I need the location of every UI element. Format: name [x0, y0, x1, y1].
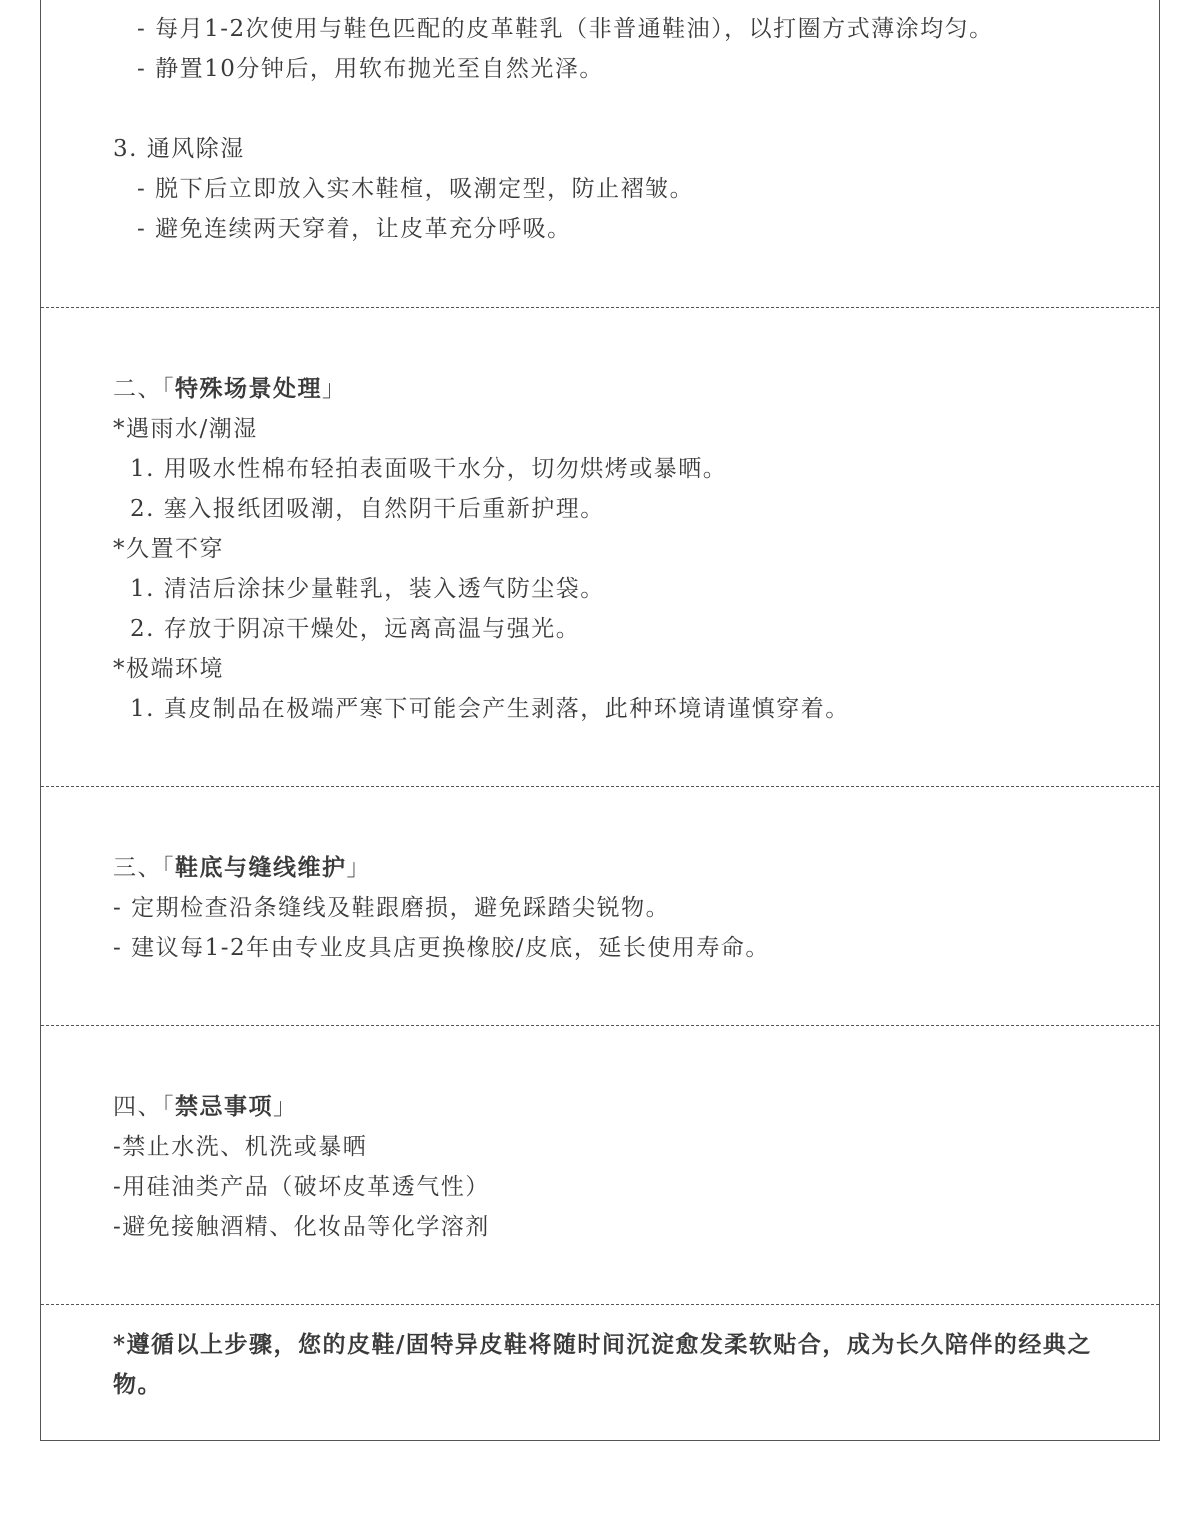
closing-note: *遵循以上步骤，您的皮鞋/固特异皮鞋将随时间沉淀愈发柔软贴合，成为长久陪伴的经典之物。 — [113, 1331, 1092, 1398]
list-item: 2. 存放于阴凉干燥处，远离高温与强光。 — [130, 616, 581, 642]
list-item: - 脱下后立即放入实木鞋楦，吸潮定型，防止褶皱。 — [137, 176, 695, 202]
heading-prefix: 二、 — [113, 376, 162, 402]
section-heading — [113, 1087, 298, 1127]
list-item: 2. 塞入报纸团吸潮，自然阴干后重新护理。 — [130, 496, 605, 522]
section-divider — [41, 1025, 1159, 1026]
heading-title: 特殊场景处理 — [175, 375, 322, 402]
list-item: - 静置10分钟后，用软布抛光至自然光泽。 — [137, 56, 604, 82]
section-heading — [113, 848, 371, 888]
list-item: - 避免连续两天穿着，让皮革充分呼吸。 — [137, 216, 572, 242]
heading-title: 禁忌事项 — [175, 1093, 273, 1120]
list-item: 1. 清洁后涂抹少量鞋乳，装入透气防尘袋。 — [130, 576, 605, 602]
subsection-title-partial — [113, 0, 229, 4]
list-item: - 建议每1-2年由专业皮具店更换橡胶/皮底，延长使用寿命。 — [113, 935, 770, 961]
section-divider — [41, 1304, 1159, 1305]
section-heading — [113, 369, 347, 409]
list-item: 1. 用吸水性棉布轻拍表面吸干水分，切勿烘烤或暴晒。 — [130, 456, 728, 482]
heading-open-bracket: 「 — [162, 376, 175, 402]
heading-prefix: 三、 — [113, 855, 162, 881]
list-item: 1. 真皮制品在极端严寒下可能会产生剥落，此种环境请谨慎穿着。 — [130, 696, 850, 722]
heading-open-bracket: 「 — [162, 855, 175, 881]
heading-close-bracket: 」 — [273, 1094, 298, 1120]
group-label: *极端环境 — [113, 656, 224, 682]
care-guide-card — [40, 0, 1160, 1441]
list-item: -避免接触酒精、化妆品等化学溶剂 — [113, 1214, 490, 1240]
section-divider — [41, 786, 1159, 787]
group-label: *久置不穿 — [113, 536, 224, 562]
heading-title: 鞋底与缝线维护 — [175, 854, 347, 881]
list-item: -用硅油类产品（破坏皮革透气性） — [113, 1174, 490, 1200]
heading-prefix: 四、 — [113, 1094, 162, 1120]
subsection-title: 3. 通风除湿 — [113, 136, 245, 162]
heading-close-bracket: 」 — [322, 376, 347, 402]
section-divider — [41, 307, 1159, 308]
heading-close-bracket: 」 — [346, 855, 371, 881]
heading-open-bracket: 「 — [162, 1094, 175, 1120]
list-item: - 每月1-2次使用与鞋色匹配的皮革鞋乳（非普通鞋油），以打圈方式薄涂均匀。 — [137, 16, 994, 42]
group-label: *遇雨水/潮湿 — [113, 416, 258, 442]
list-item: -禁止水洗、机洗或暴晒 — [113, 1134, 368, 1160]
list-item: - 定期检查沿条缝线及鞋跟磨损，避免踩踏尖锐物。 — [113, 895, 671, 921]
